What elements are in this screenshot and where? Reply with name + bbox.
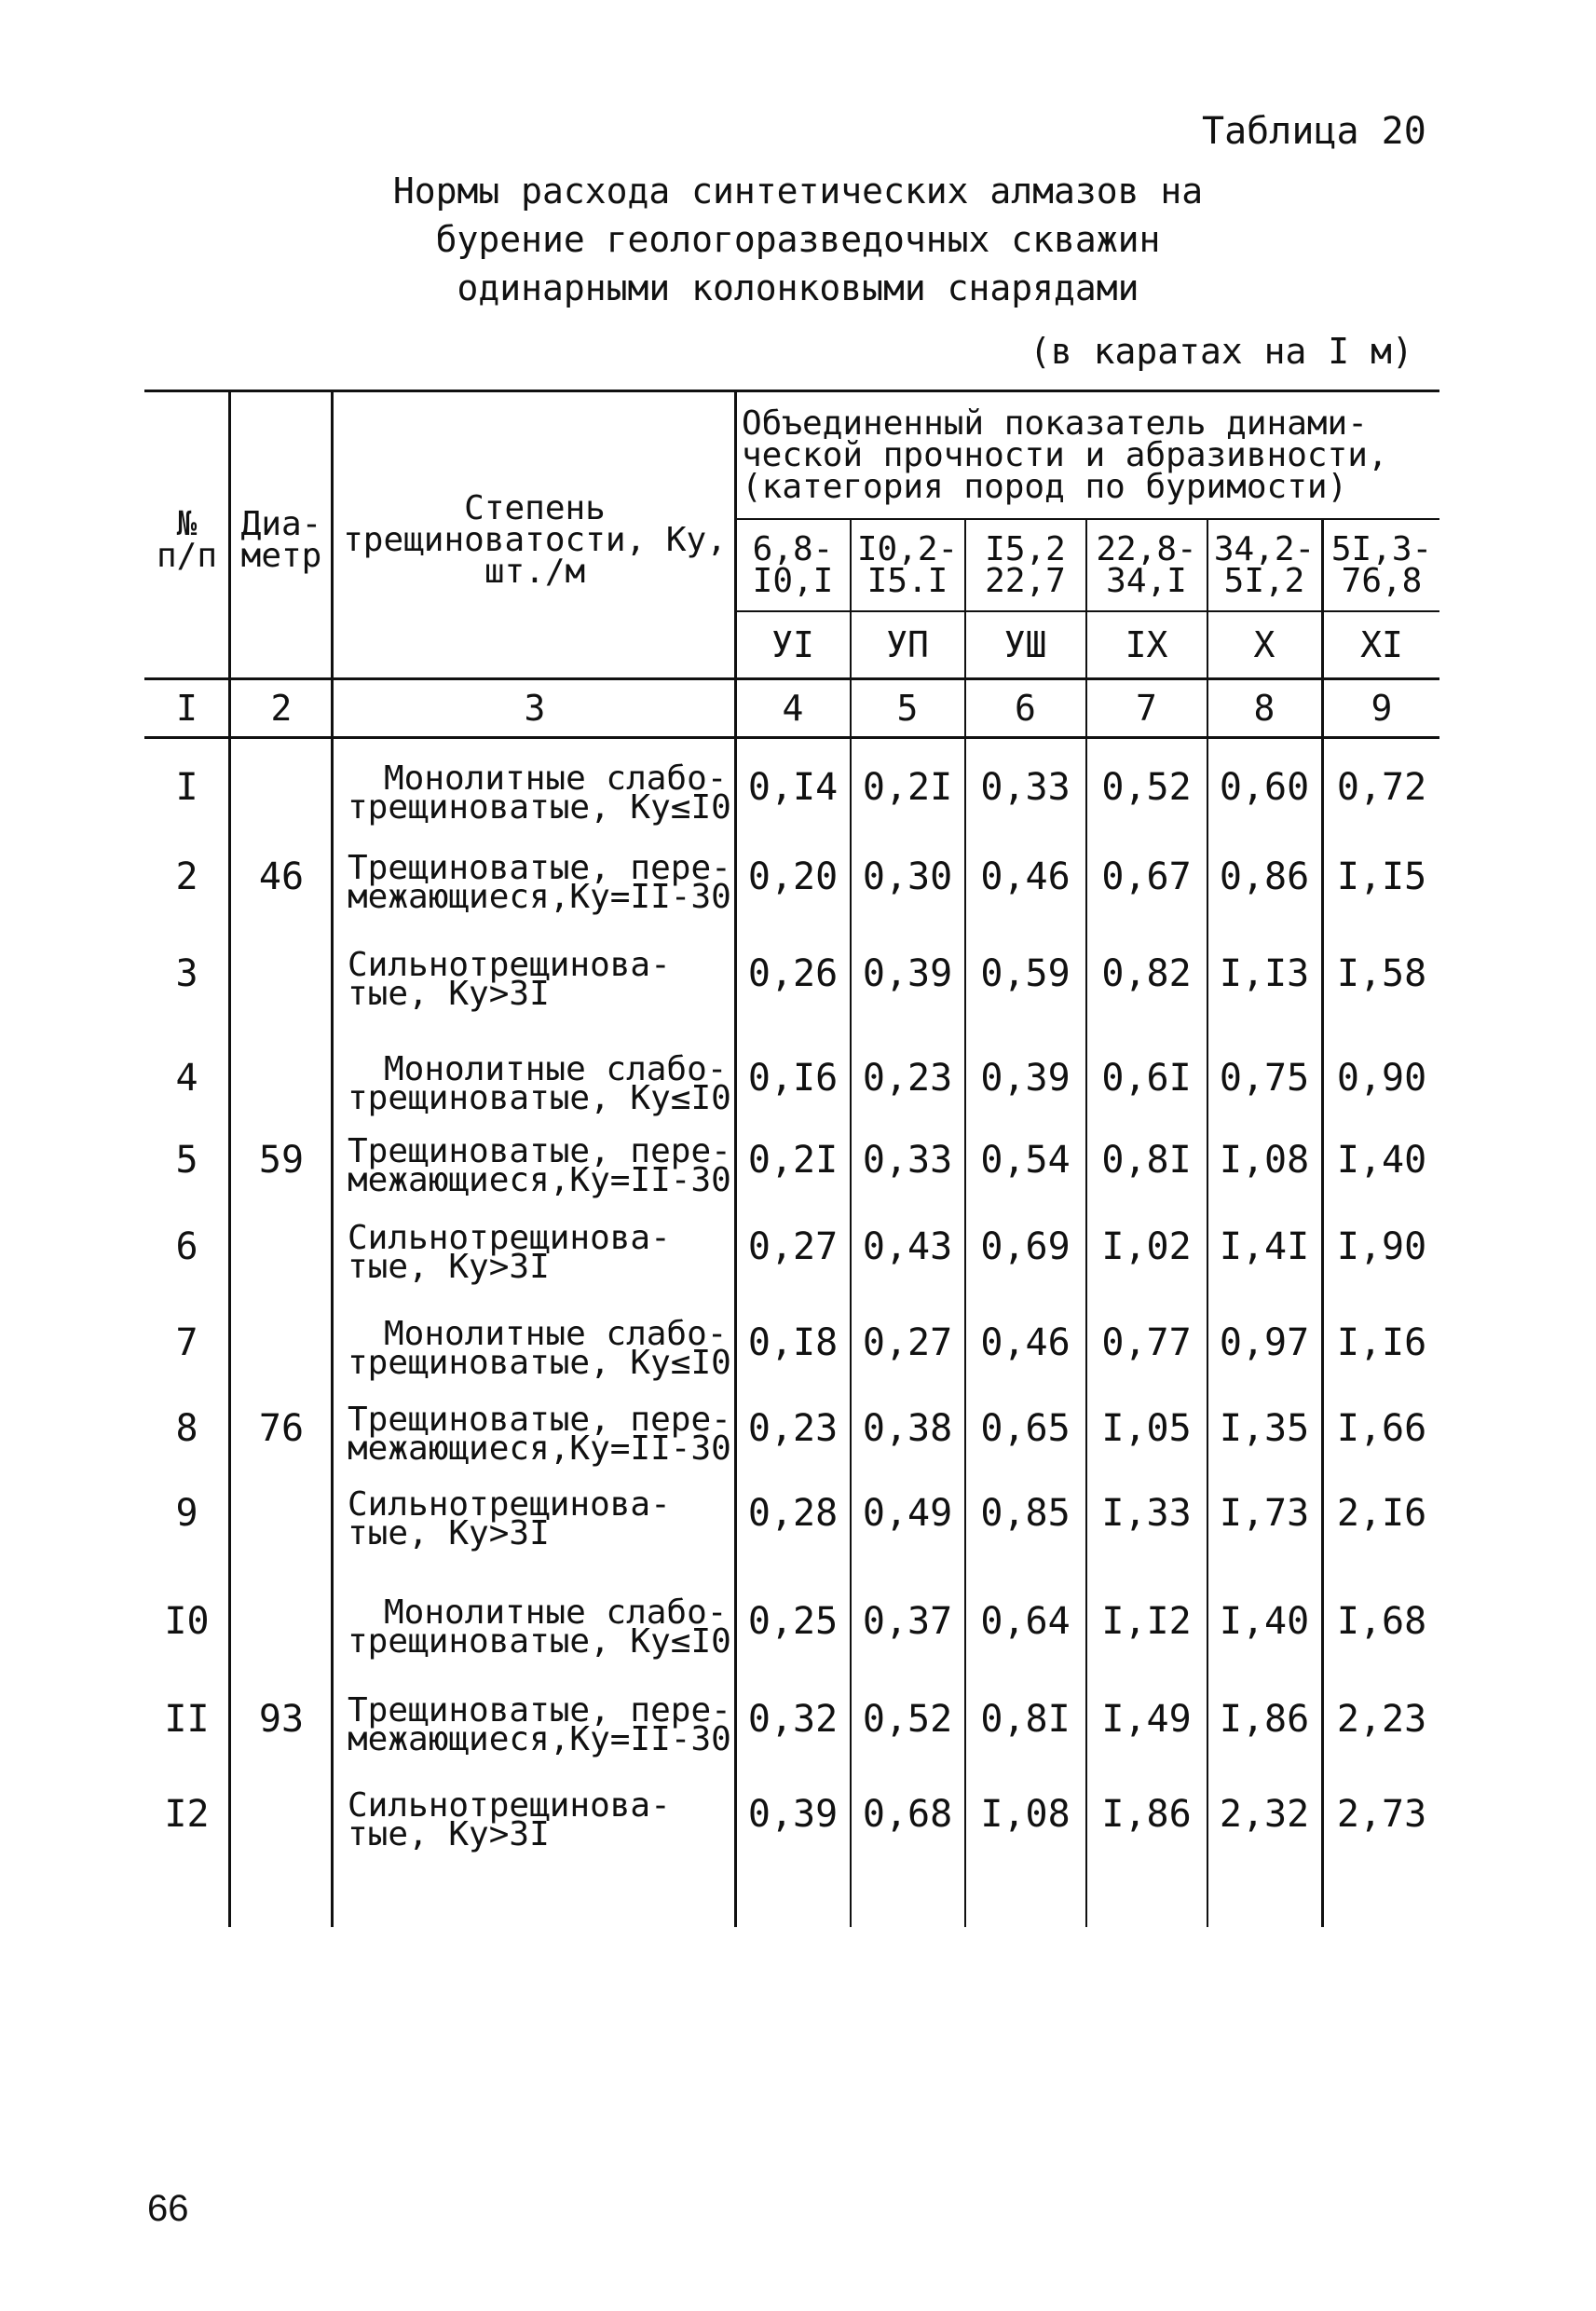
colnum-2: 2 — [270, 688, 293, 729]
row-diameter: 59 — [258, 1139, 305, 1182]
title-line-3: одинарными колонковыми снарядами — [457, 267, 1139, 308]
row-value: 0,59 — [980, 952, 1071, 995]
row-value: 0,27 — [862, 1321, 953, 1364]
header-group: Объединенный показатель динами- ческой прочности и абразивности, (категория пород по буримости) — [742, 404, 1388, 506]
range-5: 34,2- 5I,2 — [1213, 530, 1316, 600]
row-value: I,40 — [1219, 1600, 1310, 1643]
header-bottom-rule — [144, 677, 1439, 680]
row-value: 0,6I — [1101, 1057, 1192, 1100]
row-value: 0,68 — [862, 1793, 953, 1836]
row-value: 0,33 — [862, 1139, 953, 1182]
range-6: 5I,3- 76,8 — [1330, 530, 1433, 600]
row-description-line-2: межающиеся,Ку=II-30 — [348, 1429, 731, 1468]
row-value: 0,39 — [862, 952, 953, 995]
row-value: 0,65 — [980, 1407, 1071, 1450]
category-3: УШ — [1003, 624, 1047, 665]
title-line-2: бурение геологоразведочных скважин — [435, 219, 1161, 260]
colnum-9: 9 — [1371, 688, 1393, 729]
row-value: I,I2 — [1101, 1600, 1192, 1643]
row-value: I,33 — [1101, 1492, 1192, 1535]
table-top-rule — [144, 390, 1439, 392]
row-value: I,86 — [1219, 1698, 1310, 1741]
row-description-line-1: Трещиноватые, пере- — [348, 1401, 731, 1439]
header-diameter: Диа- метр — [240, 505, 322, 575]
col-divider-8 — [1321, 518, 1324, 1927]
page-number: 66 — [147, 2188, 189, 2229]
row-value: 0,64 — [980, 1600, 1071, 1643]
row-value: 2,23 — [1336, 1698, 1427, 1741]
range-top-rule — [736, 518, 1439, 520]
row-number: 5 — [175, 1139, 198, 1182]
row-value: I,49 — [1101, 1698, 1192, 1741]
row-description-line-1: Трещиноватые, пере- — [348, 849, 731, 887]
col-divider-5 — [964, 518, 966, 1927]
header-fracture: Степень трещиноватости, Ку, шт./м — [343, 489, 727, 591]
row-description-line-1: Трещиноватые, пере- — [348, 1132, 731, 1170]
row-value: 0,28 — [747, 1492, 839, 1535]
colnum-6: 6 — [1015, 688, 1036, 729]
row-description-line-1: Трещиноватые, пере- — [348, 1691, 731, 1730]
row-value: 0,60 — [1219, 766, 1310, 809]
row-value: I,4I — [1219, 1225, 1310, 1268]
row-value: 0,46 — [980, 1321, 1071, 1364]
row-value: 0,39 — [980, 1057, 1071, 1100]
row-value: 0,8I — [1101, 1139, 1192, 1182]
row-value: I,05 — [1101, 1407, 1192, 1450]
row-value: 0,82 — [1101, 952, 1192, 995]
row-value: 0,27 — [747, 1225, 839, 1268]
colnum-3: 3 — [524, 688, 546, 729]
category-2: УП — [886, 624, 929, 665]
row-value: 0,72 — [1336, 766, 1427, 809]
row-value: I,I5 — [1336, 855, 1427, 898]
range-3: I5,2 22,7 — [985, 530, 1066, 600]
row-value: 0,86 — [1219, 855, 1310, 898]
row-value: 0,39 — [747, 1793, 839, 1836]
row-value: 0,26 — [747, 952, 839, 995]
row-value: 0,I4 — [747, 766, 839, 809]
row-diameter: 76 — [258, 1407, 305, 1450]
row-value: I,66 — [1336, 1407, 1427, 1450]
category-top-rule — [736, 610, 1439, 612]
row-value: 0,20 — [747, 855, 839, 898]
colnum-5: 5 — [896, 688, 919, 729]
col-divider-6 — [1085, 518, 1087, 1927]
category-6: XI — [1360, 624, 1403, 665]
row-description-line-2: трещиноватые, Ку≤I0 — [348, 788, 731, 827]
row-description-line-2: трещиноватые, Ку≤I0 — [348, 1079, 731, 1117]
row-description-line-1: Монолитные слабо- — [384, 1593, 728, 1632]
row-value: 0,38 — [862, 1407, 953, 1450]
row-description-line-2: межающиеся,Ку=II-30 — [348, 1720, 731, 1758]
row-description-line-1: Монолитные слабо- — [384, 1315, 728, 1353]
row-value: I,86 — [1101, 1793, 1192, 1836]
row-number: 8 — [175, 1407, 198, 1450]
col-divider-4 — [850, 518, 852, 1927]
table-label: Таблица 20 — [1202, 110, 1426, 153]
row-description-line-2: трещиноватые, Ку≤I0 — [348, 1622, 731, 1661]
row-value: 0,52 — [862, 1698, 953, 1741]
row-value: 0,90 — [1336, 1057, 1427, 1100]
units-note: (в каратах на I м) — [1030, 331, 1413, 372]
row-value: 0,8I — [980, 1698, 1071, 1741]
row-value: 0,32 — [747, 1698, 839, 1741]
row-diameter: 46 — [258, 855, 305, 898]
row-value: 0,54 — [980, 1139, 1071, 1182]
row-number: 9 — [175, 1492, 198, 1535]
range-1: 6,8- I0,I — [752, 530, 834, 600]
title-line-1: Нормы расхода синтетических алмазов на — [392, 171, 1204, 212]
row-number: II — [164, 1698, 210, 1741]
category-4: IX — [1125, 624, 1168, 665]
colnum-7: 7 — [1136, 688, 1157, 729]
row-value: I,73 — [1219, 1492, 1310, 1535]
row-value: 0,52 — [1101, 766, 1192, 809]
row-value: 2,73 — [1336, 1793, 1427, 1836]
col-divider-1 — [228, 390, 231, 1927]
row-value: 0,37 — [862, 1600, 953, 1643]
range-2: I0,2- I5.I — [856, 530, 959, 600]
row-value: 0,97 — [1219, 1321, 1310, 1364]
row-value: I,58 — [1336, 952, 1427, 995]
colnum-4: 4 — [782, 688, 804, 729]
category-5: X — [1253, 624, 1275, 665]
row-value: I,I3 — [1219, 952, 1310, 995]
row-value: 0,30 — [862, 855, 953, 898]
row-value: 0,67 — [1101, 855, 1192, 898]
row-value: I,02 — [1101, 1225, 1192, 1268]
row-description-line-1: Сильнотрещинова- — [348, 1219, 671, 1257]
colnum-8: 8 — [1253, 688, 1275, 729]
row-value: 0,75 — [1219, 1057, 1310, 1100]
row-description-line-2: тые, Ку>3I — [348, 1815, 550, 1853]
row-value: 0,23 — [747, 1407, 839, 1450]
row-number: I0 — [164, 1600, 210, 1643]
row-value: I,08 — [980, 1793, 1071, 1836]
row-description-line-2: межающиеся,Ку=II-30 — [348, 1161, 731, 1199]
row-value: 0,23 — [862, 1057, 953, 1100]
row-description-line-1: Монолитные слабо- — [384, 759, 728, 798]
row-value: 0,33 — [980, 766, 1071, 809]
row-number: 6 — [175, 1225, 198, 1268]
row-number: 4 — [175, 1057, 198, 1100]
row-value: I,68 — [1336, 1600, 1427, 1643]
row-number: I2 — [164, 1793, 210, 1836]
row-description-line-2: трещиноватые, Ку≤I0 — [348, 1344, 731, 1382]
row-value: 0,85 — [980, 1492, 1071, 1535]
row-description-line-1: Монолитные слабо- — [384, 1050, 728, 1088]
row-value: I,90 — [1336, 1225, 1427, 1268]
row-description-line-2: тые, Ку>3I — [348, 975, 550, 1013]
row-value: 2,32 — [1219, 1793, 1310, 1836]
row-number: 3 — [175, 952, 198, 995]
row-description-line-2: тые, Ку>3I — [348, 1248, 550, 1286]
col-divider-7 — [1207, 518, 1208, 1927]
row-value: 0,77 — [1101, 1321, 1192, 1364]
row-value: 0,2I — [747, 1139, 839, 1182]
col-divider-2 — [331, 390, 334, 1927]
row-value: 0,49 — [862, 1492, 953, 1535]
colnum-bottom-rule — [144, 736, 1439, 739]
range-4: 22,8- 34,I — [1096, 530, 1197, 600]
col-divider-3 — [734, 390, 737, 1927]
row-value: 0,I6 — [747, 1057, 839, 1100]
row-description-line-1: Сильнотрещинова- — [348, 1485, 671, 1524]
row-value: 2,I6 — [1336, 1492, 1427, 1535]
row-number: 2 — [175, 855, 198, 898]
row-number: 7 — [175, 1321, 198, 1364]
colnum-1: I — [176, 688, 198, 729]
row-value: I,I6 — [1336, 1321, 1427, 1364]
row-value: 0,I8 — [747, 1321, 839, 1364]
row-description-line-2: межающиеся,Ку=II-30 — [348, 878, 731, 916]
row-value: 0,25 — [747, 1600, 839, 1643]
row-value: I,35 — [1219, 1407, 1310, 1450]
row-value: 0,43 — [862, 1225, 953, 1268]
row-value: 0,69 — [980, 1225, 1071, 1268]
category-1: УI — [771, 624, 814, 665]
row-value: I,40 — [1336, 1139, 1427, 1182]
row-description-line-2: тые, Ку>3I — [348, 1514, 550, 1552]
row-description-line-1: Сильнотрещинова- — [348, 946, 671, 984]
row-value: 0,46 — [980, 855, 1071, 898]
header-number: № п/п — [156, 505, 218, 575]
row-number: I — [175, 766, 198, 809]
row-description-line-1: Сильнотрещинова- — [348, 1786, 671, 1825]
row-value: 0,2I — [862, 766, 953, 809]
row-value: I,08 — [1219, 1139, 1310, 1182]
row-diameter: 93 — [258, 1698, 305, 1741]
